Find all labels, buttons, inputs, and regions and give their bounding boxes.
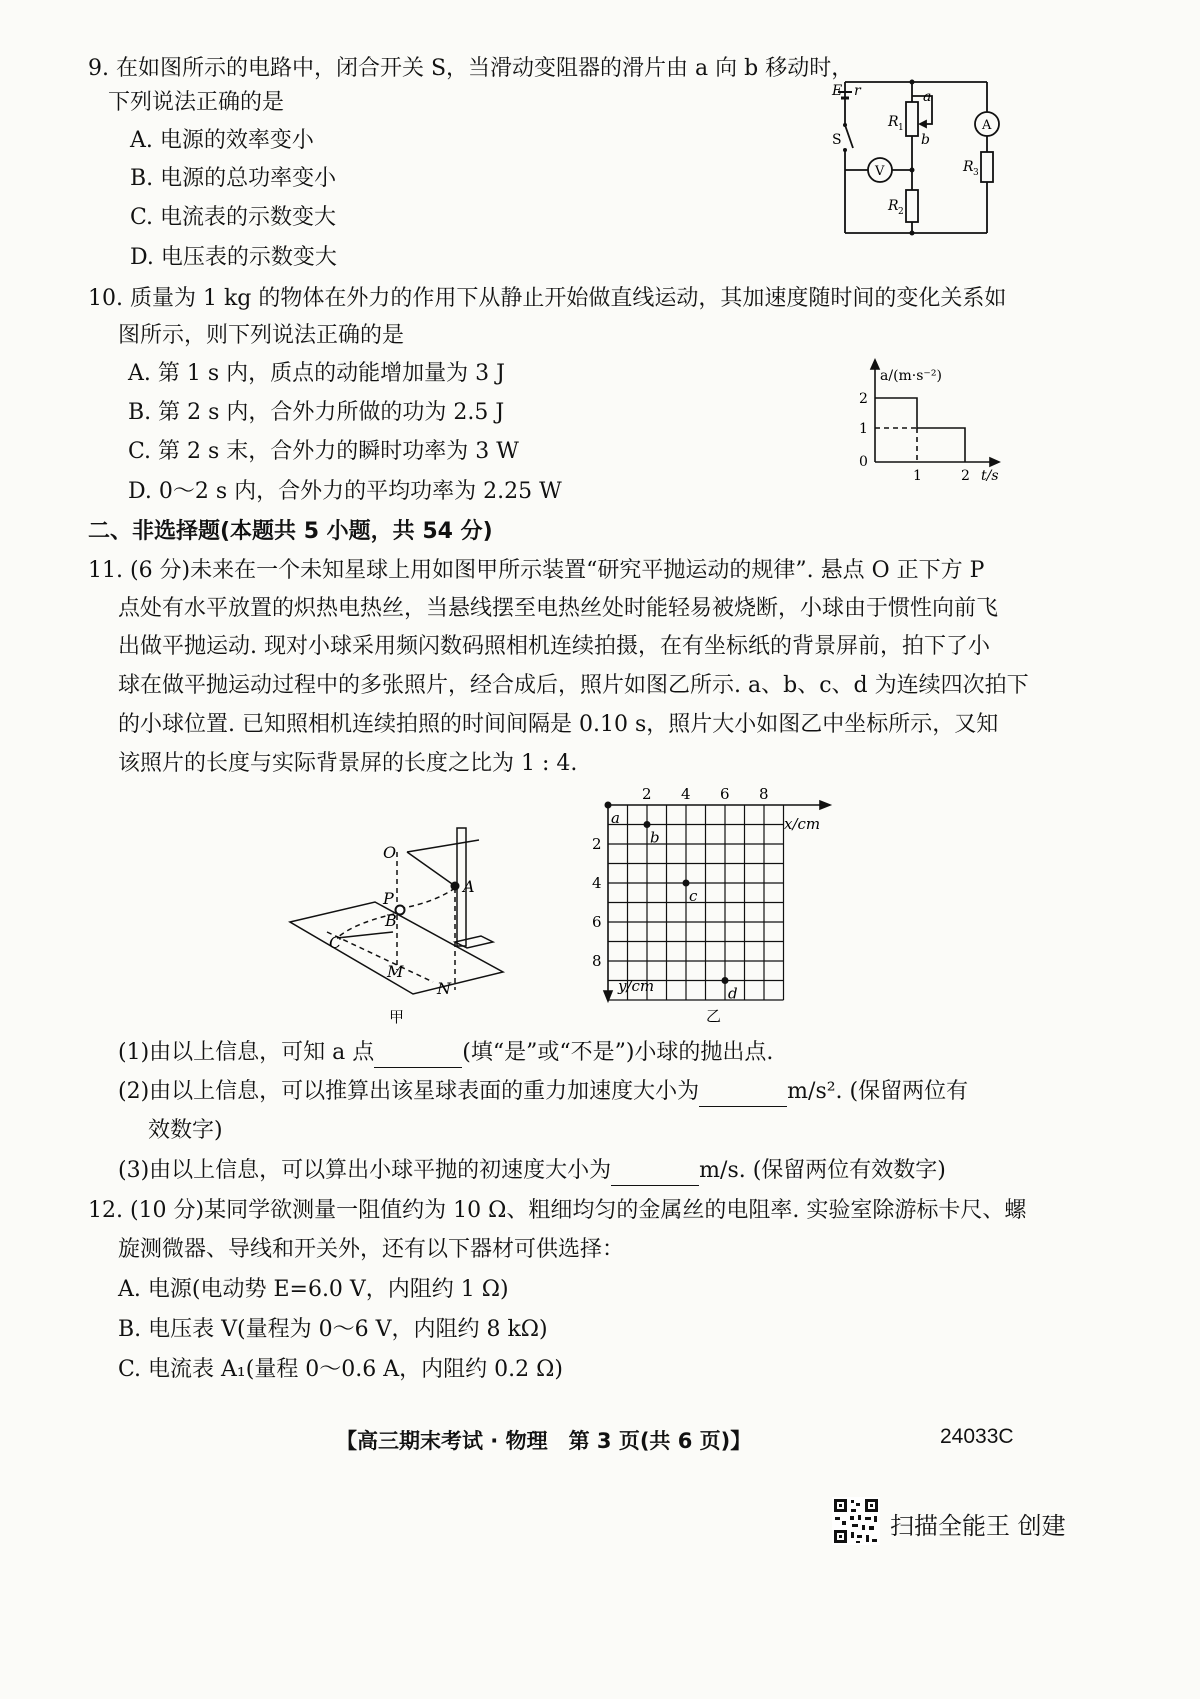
q11-sub3 (118, 1156, 946, 1186)
q11-line5: 的小球位置. 已知照相机连续拍照的时间间隔是 0.10 s，照片大小如图乙中坐标所示，又知 (118, 712, 999, 737)
q12-stem-line1: 12. (10 分)某同学欲测量一阻值约为 10 Ω、粗细均匀的金属丝的电阻率. 实验室除游标卡尺、螺 (88, 1198, 1027, 1223)
label-R2: R (888, 198, 899, 214)
grid-xtick-label: 8 (759, 785, 769, 803)
ball-position-label: d (728, 984, 738, 1003)
q11-sub3-post: m/s. (保留两位有效数字) (699, 1158, 946, 1183)
grid-ytick-label: 8 (592, 952, 602, 970)
label-R1-sub: 1 (898, 123, 904, 133)
grid-xlabel: x/cm (784, 815, 821, 833)
q9-option-d: D. 电压表的示数变大 (130, 245, 337, 270)
label-A: A (982, 118, 992, 133)
q10-acceleration-graph (845, 356, 1020, 486)
label-S: S (832, 132, 842, 148)
grid-xtick-label: 6 (720, 785, 730, 803)
q9-option-a: A. 电源的效率变小 (130, 128, 314, 153)
exam-code: 24033C (940, 1425, 1014, 1448)
label-R2-sub: 2 (898, 207, 904, 217)
label-A: A (463, 877, 475, 896)
ball-position-label: c (689, 887, 698, 905)
q11-sub1-pre: (1)由以上信息，可知 a 点 (118, 1040, 375, 1065)
q11-sub2-blank[interactable] (699, 1082, 787, 1107)
q10-option-b: B. 第 2 s 内，合外力所做的功为 2.5 J (128, 400, 505, 425)
figure-yi-caption: 乙 (706, 1007, 722, 1025)
ball-position-point (644, 821, 651, 828)
label-R3: R (963, 159, 974, 175)
q10-stem-line2: 图所示，则下列说法正确的是 (118, 323, 405, 348)
label-M: M (387, 962, 404, 981)
q9-option-c: C. 电流表的示数变大 (130, 205, 337, 230)
q10-option-d: D. 0～2 s 内，合外力的平均功率为 2.25 W (128, 479, 562, 504)
q11-apparatus-figure (285, 822, 510, 1032)
label-V: V (875, 164, 885, 179)
label-C: C (329, 933, 342, 952)
label-b: b (921, 132, 930, 148)
q11-line4: 球在做平抛运动过程中的多张照片，经合成后，照片如图乙所示. a、b、c、d 为连续四次拍下 (118, 673, 1029, 698)
label-O: O (383, 843, 397, 862)
grid-ylabel: y/cm (618, 977, 655, 995)
label-E: E (832, 83, 843, 99)
q9-circuit-diagram (820, 70, 1020, 245)
label-R3-sub: 3 (973, 168, 979, 178)
q11-sub2 (118, 1077, 968, 1107)
q11-line2: 点处有水平放置的炽热电热丝，当悬线摆至电热丝处时能轻易被烧断，小球由于惯性向前飞 (118, 596, 999, 621)
q11-sub1-blank[interactable] (374, 1043, 462, 1068)
qr-code-icon (832, 1497, 880, 1545)
q11-sub3-blank[interactable] (611, 1161, 699, 1186)
q12-option-c: C. 电流表 A₁(量程 0～0.6 A，内阻约 0.2 Ω) (118, 1357, 563, 1382)
q10-option-a: A. 第 1 s 内，质点的动能增加量为 3 J (128, 361, 505, 386)
scanner-watermark: 扫描全能王 创建 (890, 1512, 1066, 1540)
graph-origin: 0 (859, 454, 868, 470)
section-2-heading: 二、非选择题(本题共 5 小题，共 54 分) (88, 519, 493, 544)
q12-option-a: A. 电源(电动势 E=6.0 V，内阻约 1 Ω) (118, 1277, 509, 1302)
ball-position-label: a (611, 809, 620, 827)
grid-xtick-label: 4 (681, 785, 691, 803)
label-B: B (385, 911, 397, 930)
q10-stem-line1: 10. 质量为 1 kg 的物体在外力的作用下从静止开始做直线运动，其加速度随时间的变化关系如 (88, 286, 1007, 311)
graph-ytick-1: 1 (859, 421, 868, 437)
ball-position-point (605, 802, 612, 809)
q9-option-b: B. 电源的总功率变小 (130, 166, 337, 191)
q11-line6: 该照片的长度与实际背景屏的长度之比为 1 : 4. (118, 751, 578, 776)
figure-jia-caption: 甲 (389, 1008, 405, 1026)
q11-sub1-post: (填“是”或“不是”)小球的抛出点. (462, 1040, 774, 1065)
q9-stem-line1: 9. 在如图所示的电路中，闭合开关 S，当滑动变阻器的滑片由 a 向 b 移动时， (88, 56, 854, 81)
q11-line3: 出做平抛运动. 现对小球采用频闪数码照相机连续拍摄，在有坐标纸的背景屏前，拍下了小 (118, 634, 990, 659)
q12-stem-line2: 旋测微器、导线和开关外，还有以下器材可供选择： (118, 1237, 625, 1262)
q11-sub1 (118, 1038, 773, 1068)
q11-sub2-pre: (2)由以上信息，可以推算出该星球表面的重力加速度大小为 (118, 1079, 700, 1104)
label-R1: R (888, 114, 899, 130)
q11-grid-photo-figure (588, 785, 838, 1030)
label-a: a (923, 89, 932, 105)
grid-xtick-label: 2 (642, 785, 652, 803)
q12-option-b: B. 电压表 V(量程为 0～6 V，内阻约 8 kΩ) (118, 1317, 548, 1342)
ball-position-point (683, 880, 690, 887)
q11-sub2-cont: 效数字) (148, 1118, 223, 1143)
graph-ylabel: a/(m·s⁻²) (880, 368, 942, 384)
label-P: P (383, 889, 394, 908)
page-footer-title: 【高三期末考试 · 物理 第 3 页(共 6 页)】 (336, 1429, 752, 1453)
graph-xtick-1: 1 (913, 468, 922, 484)
grid-ytick-label: 2 (592, 835, 602, 853)
q9-stem-line2: 下列说法正确的是 (108, 90, 285, 115)
ball-position-point (722, 977, 729, 984)
label-r: r (854, 83, 861, 99)
grid-ytick-label: 6 (592, 913, 602, 931)
q11-sub2-post: m/s². (保留两位有 (787, 1079, 969, 1104)
q10-option-c: C. 第 2 s 末，合外力的瞬时功率为 3 W (128, 439, 519, 464)
ball-position-label: b (650, 828, 660, 847)
graph-xtick-2: 2 (961, 468, 970, 484)
label-N: N (437, 979, 451, 998)
q11-line1: 11. (6 分)未来在一个未知星球上用如图甲所示装置“研究平抛运动的规律”. 悬点 O 正下方 P (88, 558, 985, 583)
grid-ytick-label: 4 (592, 874, 602, 892)
graph-xlabel: t/s (981, 468, 999, 484)
graph-ytick-2: 2 (859, 391, 868, 407)
q11-sub3-pre: (3)由以上信息，可以算出小球平抛的初速度大小为 (118, 1158, 612, 1183)
